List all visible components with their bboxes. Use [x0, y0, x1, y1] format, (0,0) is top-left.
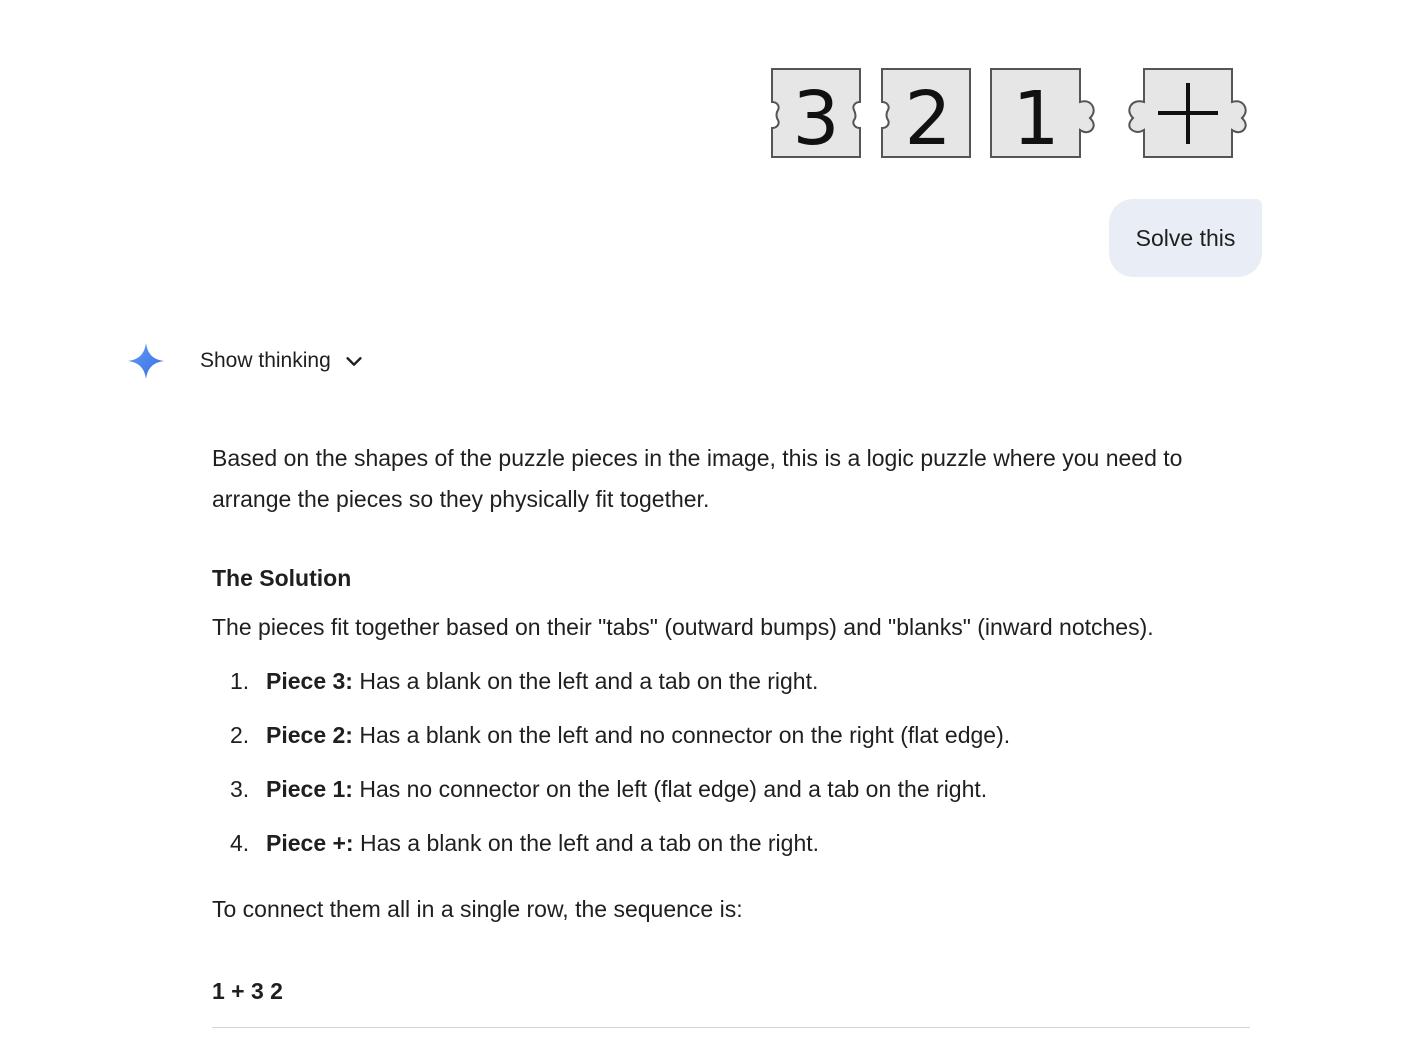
list-number: 4.: [230, 830, 250, 856]
gemini-spark-icon: [126, 341, 166, 381]
show-thinking-label: Show thinking: [200, 349, 331, 372]
list-number: 3.: [230, 776, 250, 802]
list-item-text: Has a blank on the left and no connector on the right (flat edge).: [352, 722, 1011, 748]
show-thinking-toggle[interactable]: [200, 344, 365, 378]
list-item: [212, 830, 1010, 884]
puzzle-piece-2: [882, 69, 970, 162]
list-item-label: Piece 2:: [266, 722, 353, 748]
pieces-list: [212, 668, 1010, 884]
divider: [212, 1027, 1250, 1028]
list-item: [212, 668, 1010, 722]
puzzle-piece-3: [772, 69, 860, 162]
list-item-label: Piece 3:: [266, 668, 353, 694]
piece-1-label: 1: [1012, 76, 1060, 162]
chevron-down-icon: [343, 350, 365, 372]
answer-sequence: 1 + 3 2: [212, 978, 283, 1004]
list-number: 1.: [230, 668, 250, 694]
list-item: [212, 722, 1010, 776]
list-item-text: Has a blank on the left and a tab on the right.: [352, 668, 819, 694]
user-message-bubble: [1109, 199, 1262, 277]
list-item-label: Piece +:: [266, 830, 354, 856]
puzzle-pieces-image: [760, 58, 1266, 168]
piece-3-label: 3: [792, 76, 840, 162]
assistant-response: [212, 438, 1252, 520]
sequence-intro: To connect them all in a single row, the sequence is:: [212, 896, 743, 922]
puzzle-piece-1: [991, 69, 1094, 162]
section-heading: The Solution: [212, 565, 352, 591]
list-item-label: Piece 1:: [266, 776, 353, 802]
user-message-text: Solve this: [1135, 224, 1236, 251]
puzzle-piece-plus: [1129, 69, 1245, 157]
response-intro: Based on the shapes of the puzzle pieces in the image, this is a logic puzzle where you need to arrange the pieces so they physically fit together.: [212, 445, 1183, 512]
list-item-text: Has a blank on the left and a tab on the right.: [353, 830, 820, 856]
list-item-text: Has no connector on the left (flat edge) and a tab on the right.: [352, 776, 988, 802]
list-item: [212, 776, 1010, 830]
list-number: 2.: [230, 722, 250, 748]
piece-2-label: 2: [904, 76, 952, 162]
explanation-text: The pieces fit together based on their "tabs" (outward bumps) and "blanks" (inward notches).: [212, 614, 1154, 640]
